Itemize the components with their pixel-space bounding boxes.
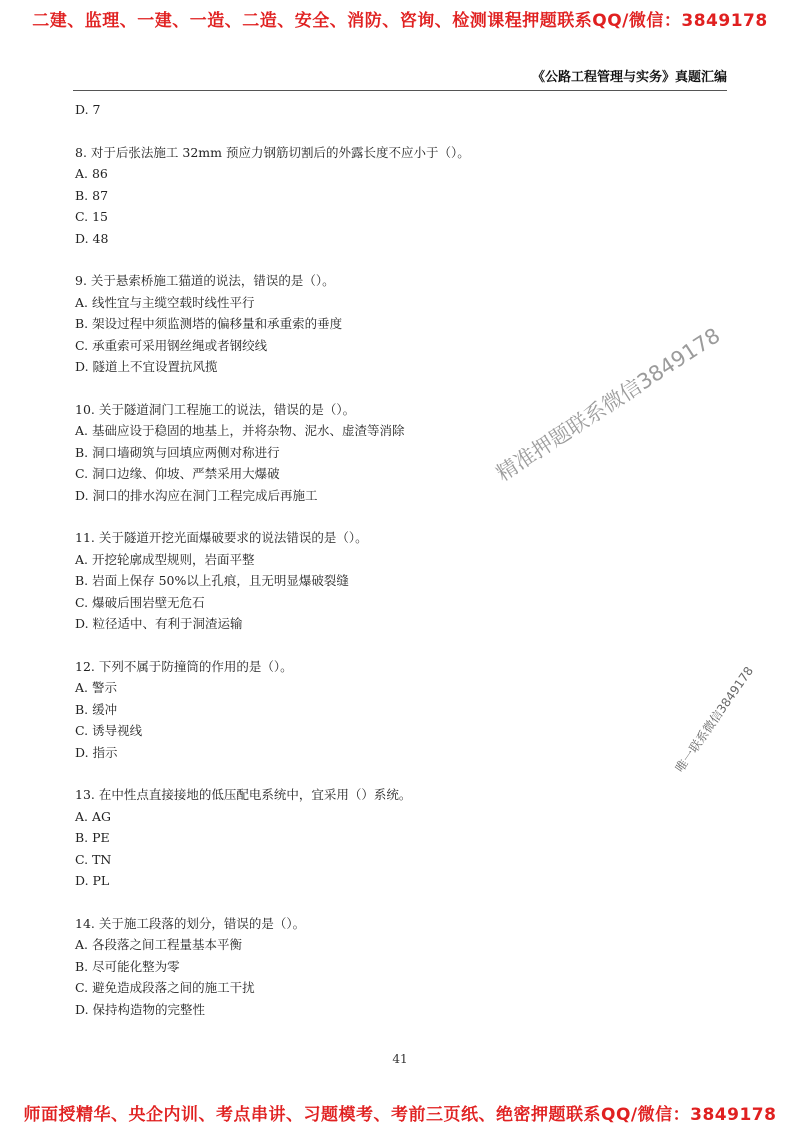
question-stem: 13. 在中性点直接接地的低压配电系统中，宜采用（）系统。 [75,787,412,802]
option: C. 15 [75,209,108,224]
option: D. 48 [75,230,109,246]
option: A. AG [75,808,111,824]
question-stem: 9. 关于悬索桥施工猫道的说法，错误的是（）。 [75,273,335,288]
option: A. 警示 [75,680,117,695]
question-14 [75,913,715,1021]
question-stem: 14. 关于施工段落的划分，错误的是（）。 [75,915,306,931]
option: D. 洞口的排水沟应在洞门工程完成后再施工 [75,487,318,503]
option: B. 87 [75,187,109,203]
option: A. 基础应设于稳固的地基上，并将杂物、泥水、虚渣等消除 [75,423,405,438]
question-9 [75,270,715,378]
option: B. 架设过程中须监测塔的偏移量和承重索的垂度 [75,316,343,331]
option: B. 岩面上保存 50%以上孔痕，且无明显爆破裂缝 [75,573,349,588]
option: B. 缓冲 [75,701,118,717]
watermark-side: 唯一联系微信3849178 [672,664,757,775]
option: C. 避免造成段落之间的施工干扰 [75,980,255,995]
option: D. 指示 [75,744,118,760]
option: C. 诱导视线 [75,723,143,738]
option: B. 洞口墙砌筑与回填应两侧对称进行 [75,444,280,460]
question-10 [75,399,715,507]
option: C. 爆破后围岩壁无危石 [75,594,205,610]
bottom-promo-banner: 师面授精华、央企内训、考点串讲、习题模考、考前三页纸、绝密押题联系QQ/微信：3849178 [23,1105,777,1125]
question-list [75,99,715,1020]
watermark-main: 精准押题联系微信3849178 [492,323,725,486]
option: C. 洞口边缘、仰坡、严禁采用大爆破 [75,466,280,481]
question-13 [75,784,715,892]
question-stem: 10. 关于隧道洞门工程施工的说法，错误的是（）。 [75,401,356,417]
question-8 [75,142,715,250]
question-stem: 8. 对于后张法施工 32mm 预应力钢筋切割后的外露长度不应小于（）。 [75,144,470,160]
option: B. 尽可能化整为零 [75,958,180,974]
question-stem: 11. 关于隧道开挖光面爆破要求的说法错误的是（）。 [75,530,368,545]
leading-option: D. 7 [75,102,101,117]
header-rule [73,90,727,91]
question-12 [75,656,715,764]
option: C. 承重索可采用钢丝绳或者钢绞线 [75,337,268,353]
option: C. TN [75,851,112,867]
option: A. 线性宜与主缆空载时线性平行 [75,294,255,310]
top-promo-banner: 二建、监理、一建、一造、二造、安全、消防、咨询、检测课程押题联系QQ/微信：3849178 [32,11,768,31]
option: A. 开挖轮廓成型规则，岩面平整 [75,551,255,567]
option: D. 隧道上不宜设置抗风揽 [75,359,218,374]
option: D. 保持构造物的完整性 [75,1001,206,1017]
option: D. PL [75,873,110,888]
option: A. 86 [75,166,108,181]
question-stem: 12. 下列不属于防撞筒的作用的是（）。 [75,658,293,674]
option: A. 各段落之间工程量基本平衡 [75,937,242,952]
question-11 [75,527,715,635]
option: B. PE [75,830,110,845]
option: D. 粒径适中、有利于洞渣运输 [75,616,243,631]
page-number: 41 [392,1052,408,1066]
document-title: 《公路工程管理与实务》真题汇编 [531,70,727,85]
